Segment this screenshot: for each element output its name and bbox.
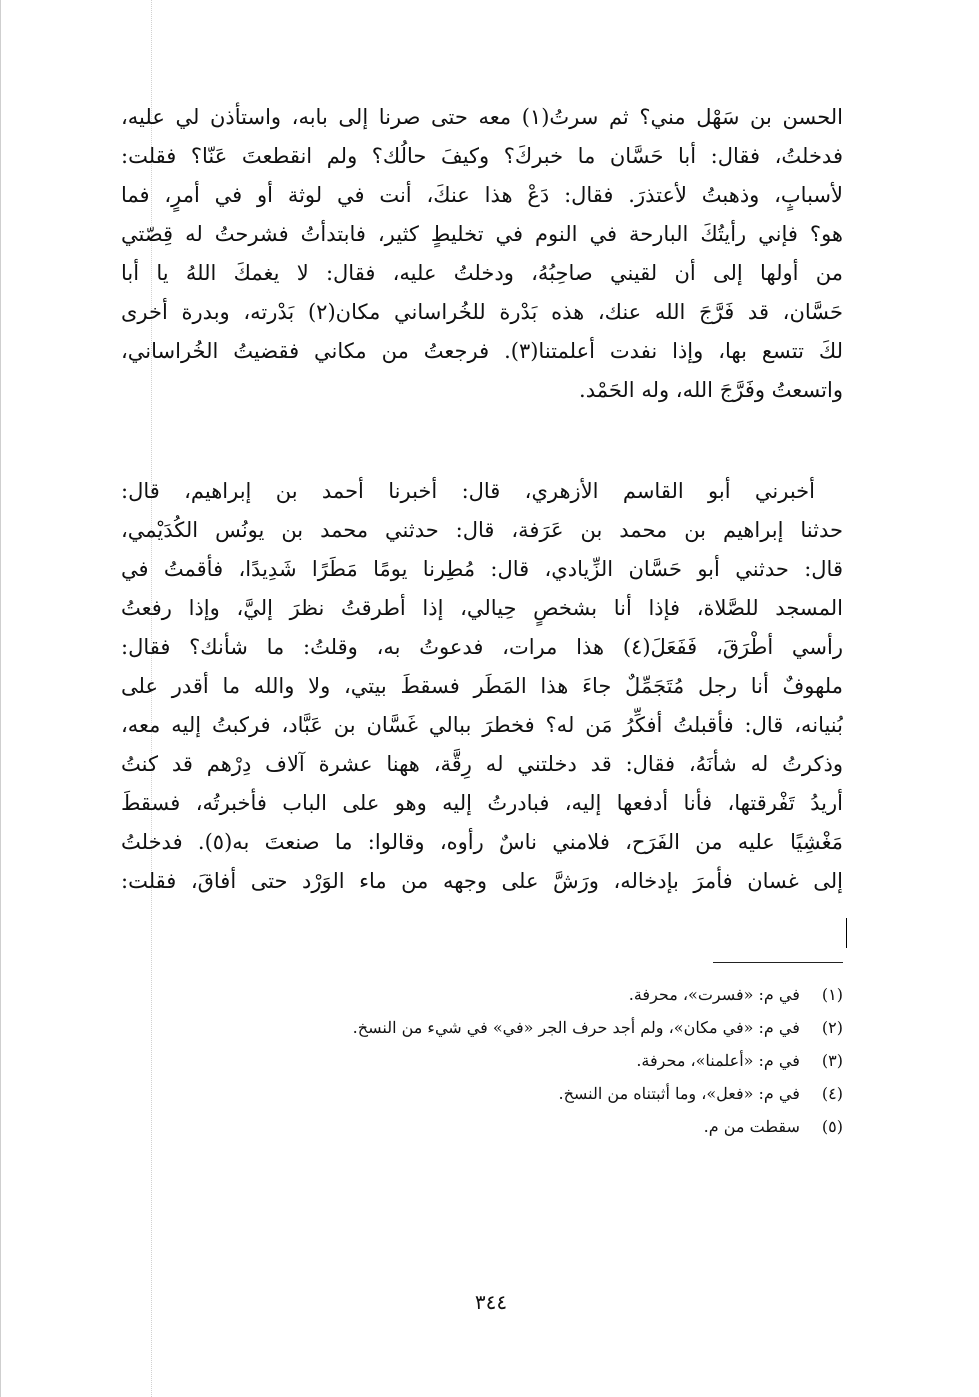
text-line: لكَ تتسع بها، وإذا نفدت أعلمتنا(٣). فرجعتُ من مكاني فقضيتُ الخُراساني، xyxy=(121,339,843,363)
text-line: قال: حدثني أبو حَسَّان الزِّيادي، قال: مُطِرنا يومًا مَطَرًا شَدِيدًا، فأقمتُ في xyxy=(121,557,843,581)
paragraph-1 xyxy=(121,98,843,410)
text-line: فدخلتُ، فقال: أبا حَسَّان ما خبركَ؟ وكيفَ حالُك؟ ولم انقطعتَ عَنّا؟ فقلت: xyxy=(121,144,843,168)
text-line: هو؟ فإني رأيتُكَ البارحة في النوم في تخليطٍ كثير، فابتدأتُ فشرحتُ له قِصّتي xyxy=(121,222,843,246)
text-line: حدثنا إبراهيم بن محمد بن عَرَفة، قال: حدثني محمد بن يونُس الكُدَيْمي، xyxy=(121,518,843,542)
footnote-text: في م: «فعل»، وما أثبتناه من النسخ. xyxy=(558,1084,800,1103)
text-line: مَغْشِيًا عليه من الفَرَح، فلامني ناسٌ رأوه، وقالوا: ما صنعتَ به(٥). فدخلتُ xyxy=(121,830,843,854)
paragraph-2 xyxy=(121,472,843,901)
footnote-separator xyxy=(713,962,843,963)
text-line: رأسي أطْرَقَ، فَفَعَلَ(٤) هذا مرات، فدعوتُ به، وقلتُ: ما شأنك؟ فقال: xyxy=(121,635,843,659)
page-number: ٣٤٤ xyxy=(474,1290,508,1314)
text-line: ملهوفٌ أنا رجل مُتَجَمِّلٌ جاءَ هذا المَطَر فسقطَ بيتي، ولا والله ما أقدر على xyxy=(121,674,843,698)
footnote-text: في م: «أعلمنا»، محرفة. xyxy=(636,1051,800,1070)
text-line: حَسَّان، قد فَرَّجَ الله عنك، هذه بَدْرة للخُراساني مكان(٢) بَدْرته، وبدرة أخرى xyxy=(121,300,843,324)
footnote-number: (١) xyxy=(821,985,843,1004)
footnote xyxy=(241,1077,843,1110)
footnote xyxy=(241,1011,843,1044)
footnote xyxy=(241,978,843,1011)
footnote-number: (٥) xyxy=(821,1117,843,1136)
text-line: واتسعتُ وفَرَّجَ الله، وله الحَمْد. xyxy=(579,378,843,402)
text-line: وذكرتُ له شأنَهُ، فقال: قد دخلتني له رِقَّة، ههنا عشرة آلاف دِرْهم قد كنتُ xyxy=(121,752,843,776)
text-line: الحسن بن سَهْل مني؟ ثم سرتُ(١) معه حتى صرنا إلى بابه، واستأذن لي عليه، xyxy=(121,105,843,129)
footnote-text: في م: «فسرت»، محرفة. xyxy=(628,985,800,1004)
text-line: بُنيانه، قال: فأقبلتُ أفكِّرُ مَن له؟ فخطرَ ببالي غَسَّان بن عَبَّاد، فركبتُ إليه معه، xyxy=(121,713,843,737)
text-line: المسجد للصَّلاة، فإذا أنا بشخصٍ حِيالي، إذا أطرقتُ نظرَ إليَّ، وإذا رفعتُ xyxy=(121,596,843,620)
footnote xyxy=(241,1044,843,1077)
footnote-text: سقطت من م. xyxy=(703,1117,800,1136)
footnote-text: في م: «في مكان»، ولم أجد حرف الجر «في» في شيء من النسخ. xyxy=(352,1018,800,1037)
footnote xyxy=(241,1110,843,1143)
text-line: أريدُ تَفْرقتها، فأنا أدفعها إليه، فبادرتُ إليه وهو على الباب فأخبرتُه، فسقطَ xyxy=(121,791,843,815)
footnotes xyxy=(241,978,843,1143)
margin-rule xyxy=(846,918,847,948)
footnote-number: (٢) xyxy=(821,1018,843,1037)
text-line: من أولها إلى أن لقيني صاحِبُهُ، ودخلتُ عليه، فقال: لا يغمكَ اللهُ يا أبا xyxy=(121,261,843,285)
text-line: أخبرني أبو القاسم الأزهري، قال: أخبرنا أحمد بن إبراهيم، قال: xyxy=(121,479,815,503)
text-line: إلى غسان فأمرَ بإدخاله، ورَشَّ على وجهه من ماء الوَرْد حتى أفاقَ، فقلت: xyxy=(121,869,843,893)
footnote-number: (٣) xyxy=(821,1051,843,1070)
footnote-number: (٤) xyxy=(821,1084,843,1103)
text-line: لأسبابٍ، وذهبتُ لأعتذرَ. فقال: دَعْ هذا عنكَ، أنت في لوثة أو في أمرٍ، فما xyxy=(121,183,843,207)
